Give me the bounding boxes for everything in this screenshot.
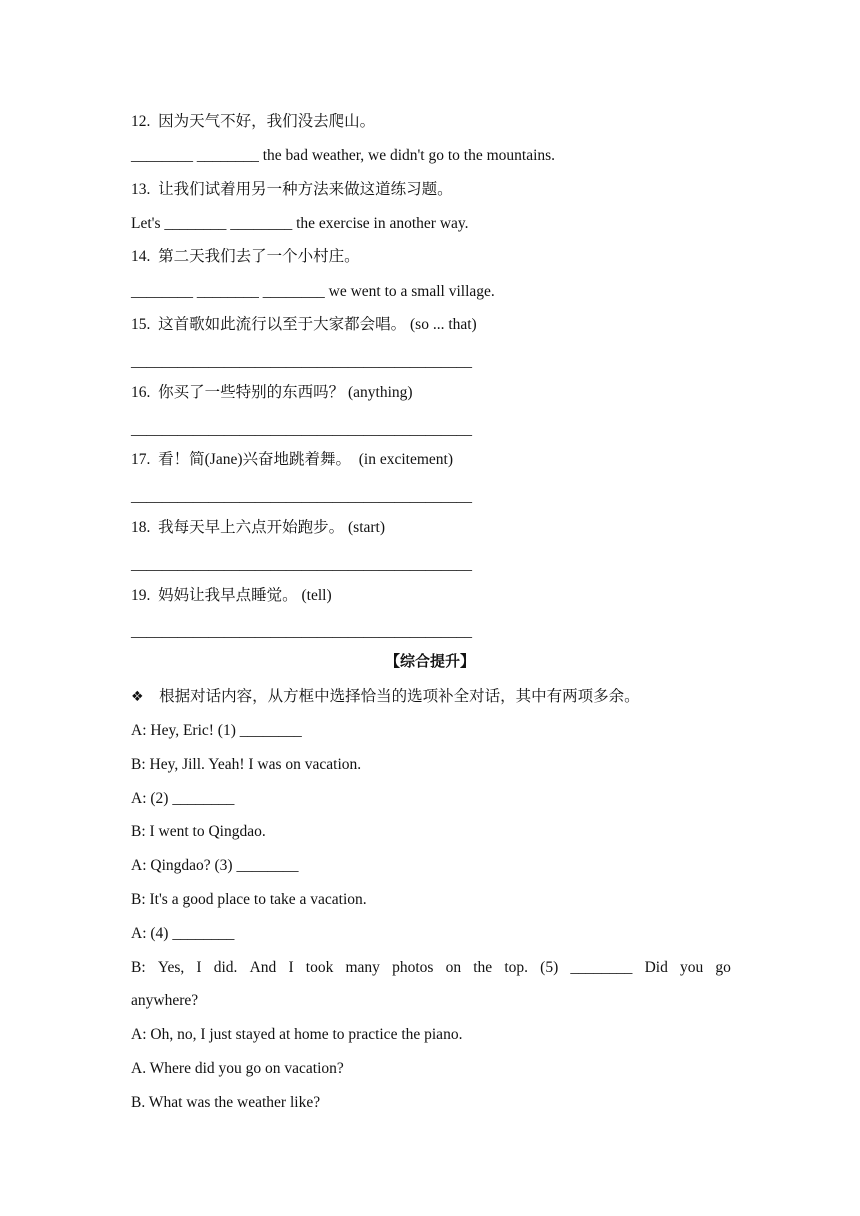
question-17-answer-line: ____________________________________________ — [131, 488, 472, 505]
question-13-answer: Let's ________ ________ the exercise in another way. — [131, 215, 469, 232]
word: did. — [213, 959, 238, 976]
word: photos — [392, 959, 434, 976]
dialogue-line-7: A: (4) ________ — [131, 925, 235, 942]
question-19-prompt: 19. 妈妈让我早点睡觉。 (tell) — [131, 587, 332, 604]
question-18-answer-line: ____________________________________________ — [131, 556, 472, 573]
question-16-answer-line: ____________________________________________ — [131, 421, 472, 438]
word: Did — [644, 959, 668, 976]
dialogue-line-3: A: (2) ________ — [131, 790, 235, 807]
word: many — [345, 959, 380, 976]
word: go — [715, 959, 731, 976]
word: And — [249, 959, 277, 976]
word: B: — [131, 959, 146, 976]
instruction-text: 根据对话内容，从方框中选择恰当的选项补全对话，其中有两项多余。 — [159, 688, 640, 705]
word: Yes, — [157, 959, 185, 976]
word: took — [305, 959, 334, 976]
dialogue-line-9: A: Oh, no, I just stayed at home to practice the piano. — [131, 1026, 463, 1043]
question-18-prompt: 18. 我每天早上六点开始跑步。 (start) — [131, 519, 386, 536]
dialogue-line-1: A: Hey, Eric! (1) ________ — [131, 722, 302, 739]
question-14-answer: ________ ________ ________ we went to a small village. — [131, 283, 495, 300]
option-a: A. Where did you go on vacation? — [131, 1060, 344, 1077]
question-16-prompt: 16. 你买了一些特别的东西吗？ (anything) — [131, 384, 413, 401]
word: the — [473, 959, 493, 976]
word: (5) — [540, 959, 559, 976]
diamond-bullet-icon: ❖ — [131, 689, 144, 705]
option-b: B. What was the weather like? — [131, 1094, 321, 1111]
question-19-answer-line: ____________________________________________ — [131, 623, 472, 640]
word: top. — [504, 959, 529, 976]
word: on — [445, 959, 462, 976]
section-title: 【综合提升】 — [384, 652, 475, 670]
word: you — [679, 959, 704, 976]
question-13-prompt: 13. 让我们试着用另一种方法来做这道练习题。 — [131, 181, 453, 198]
instruction — [131, 687, 640, 707]
dialogue-line-8-continuation: anywhere? — [131, 992, 199, 1009]
answer-blank: ________ — [570, 959, 633, 976]
word: I — [196, 959, 202, 976]
question-14-prompt: 14. 第二天我们去了一个小村庄。 — [131, 248, 360, 265]
word: I — [288, 959, 294, 976]
question-12-prompt: 12. 因为天气不好，我们没去爬山。 — [131, 113, 376, 130]
question-12-answer: ________ ________ the bad weather, we didn't go to the mountains. — [131, 147, 556, 164]
dialogue-line-2: B: Hey, Jill. Yeah! I was on vacation. — [131, 756, 362, 773]
dialogue-line-5: A: Qingdao? (3) ________ — [131, 857, 299, 874]
dialogue-line-8 — [131, 958, 731, 978]
question-15-answer-line: ____________________________________________ — [131, 353, 472, 370]
question-17-prompt: 17. 看！简(Jane)兴奋地跳着舞。 (in excitement) — [131, 451, 453, 468]
question-15-prompt: 15. 这首歌如此流行以至于大家都会唱。 (so ... that) — [131, 316, 477, 333]
dialogue-line-6: B: It's a good place to take a vacation. — [131, 891, 367, 908]
dialogue-line-4: B: I went to Qingdao. — [131, 823, 266, 840]
